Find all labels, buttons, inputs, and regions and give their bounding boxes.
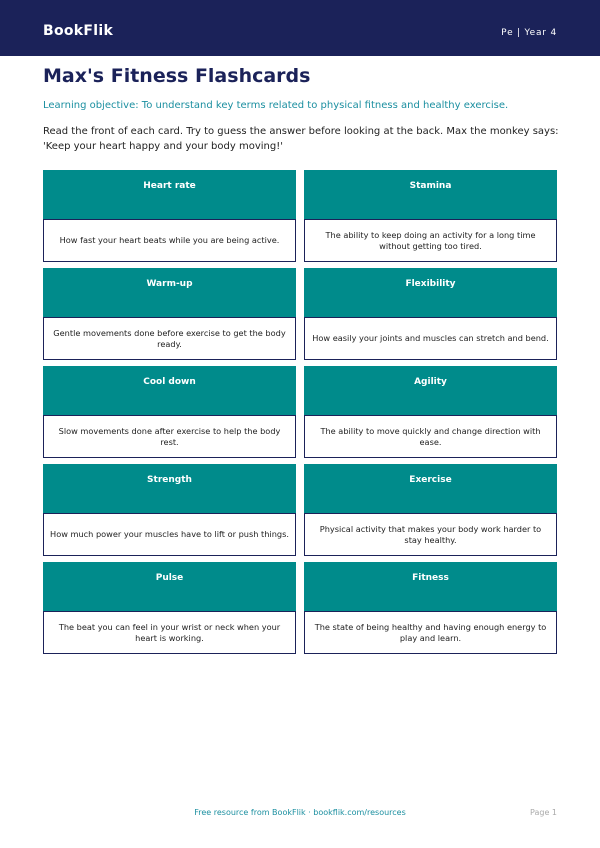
card-front-term: Exercise [304,464,557,513]
flashcard[interactable] [304,170,557,262]
card-back-definition: The state of being healthy and having enough energy to play and learn. [304,611,557,654]
card-back-definition: The ability to move quickly and change direction with ease. [304,415,557,458]
flashcard[interactable] [43,366,296,458]
learning-objective: Learning objective: To understand key terms related to physical fitness and healthy exercise. [43,100,509,111]
footer-link[interactable]: Free resource from BookFlik · bookflik.com/resources [194,808,406,817]
card-back-definition: The beat you can feel in your wrist or neck when your heart is working. [43,611,296,654]
flashcard[interactable] [43,170,296,262]
brand-logo[interactable]: BookFlik [43,23,114,39]
card-front-term: Heart rate [43,170,296,219]
flashcard[interactable] [43,562,296,654]
card-front-term: Cool down [43,366,296,415]
card-back-definition: Slow movements done after exercise to help the body rest. [43,415,296,458]
card-front-term: Agility [304,366,557,415]
card-back-definition: How fast your heart beats while you are being active. [43,219,296,262]
card-back-definition: Gentle movements done before exercise to get the body ready. [43,317,296,360]
flashcard[interactable] [304,464,557,556]
page-title: Max's Fitness Flashcards [43,65,311,87]
card-front-term: Flexibility [304,268,557,317]
card-front-term: Pulse [43,562,296,611]
flashcard[interactable] [304,562,557,654]
flashcard[interactable] [43,464,296,556]
instructions: Read the front of each card. Try to guess the answer before looking at the back. Max the monkey says: 'Keep your heart happy and your body moving!' [43,126,559,152]
flashcard-grid [43,170,557,654]
card-back-definition: How much power your muscles have to lift or push things. [43,513,296,556]
flashcard[interactable] [304,366,557,458]
page-number: Page 1 [530,808,557,817]
flashcard[interactable] [43,268,296,360]
card-front-term: Strength [43,464,296,513]
card-back-definition: Physical activity that makes your body work harder to stay healthy. [304,513,557,556]
subject-year-label: Pe | Year 4 [501,28,557,38]
card-back-definition: The ability to keep doing an activity for a long time without getting too tired. [304,219,557,262]
card-front-term: Warm-up [43,268,296,317]
flashcard[interactable] [304,268,557,360]
card-front-term: Fitness [304,562,557,611]
card-front-term: Stamina [304,170,557,219]
card-back-definition: How easily your joints and muscles can stretch and bend. [304,317,557,360]
header-bar [0,0,600,56]
